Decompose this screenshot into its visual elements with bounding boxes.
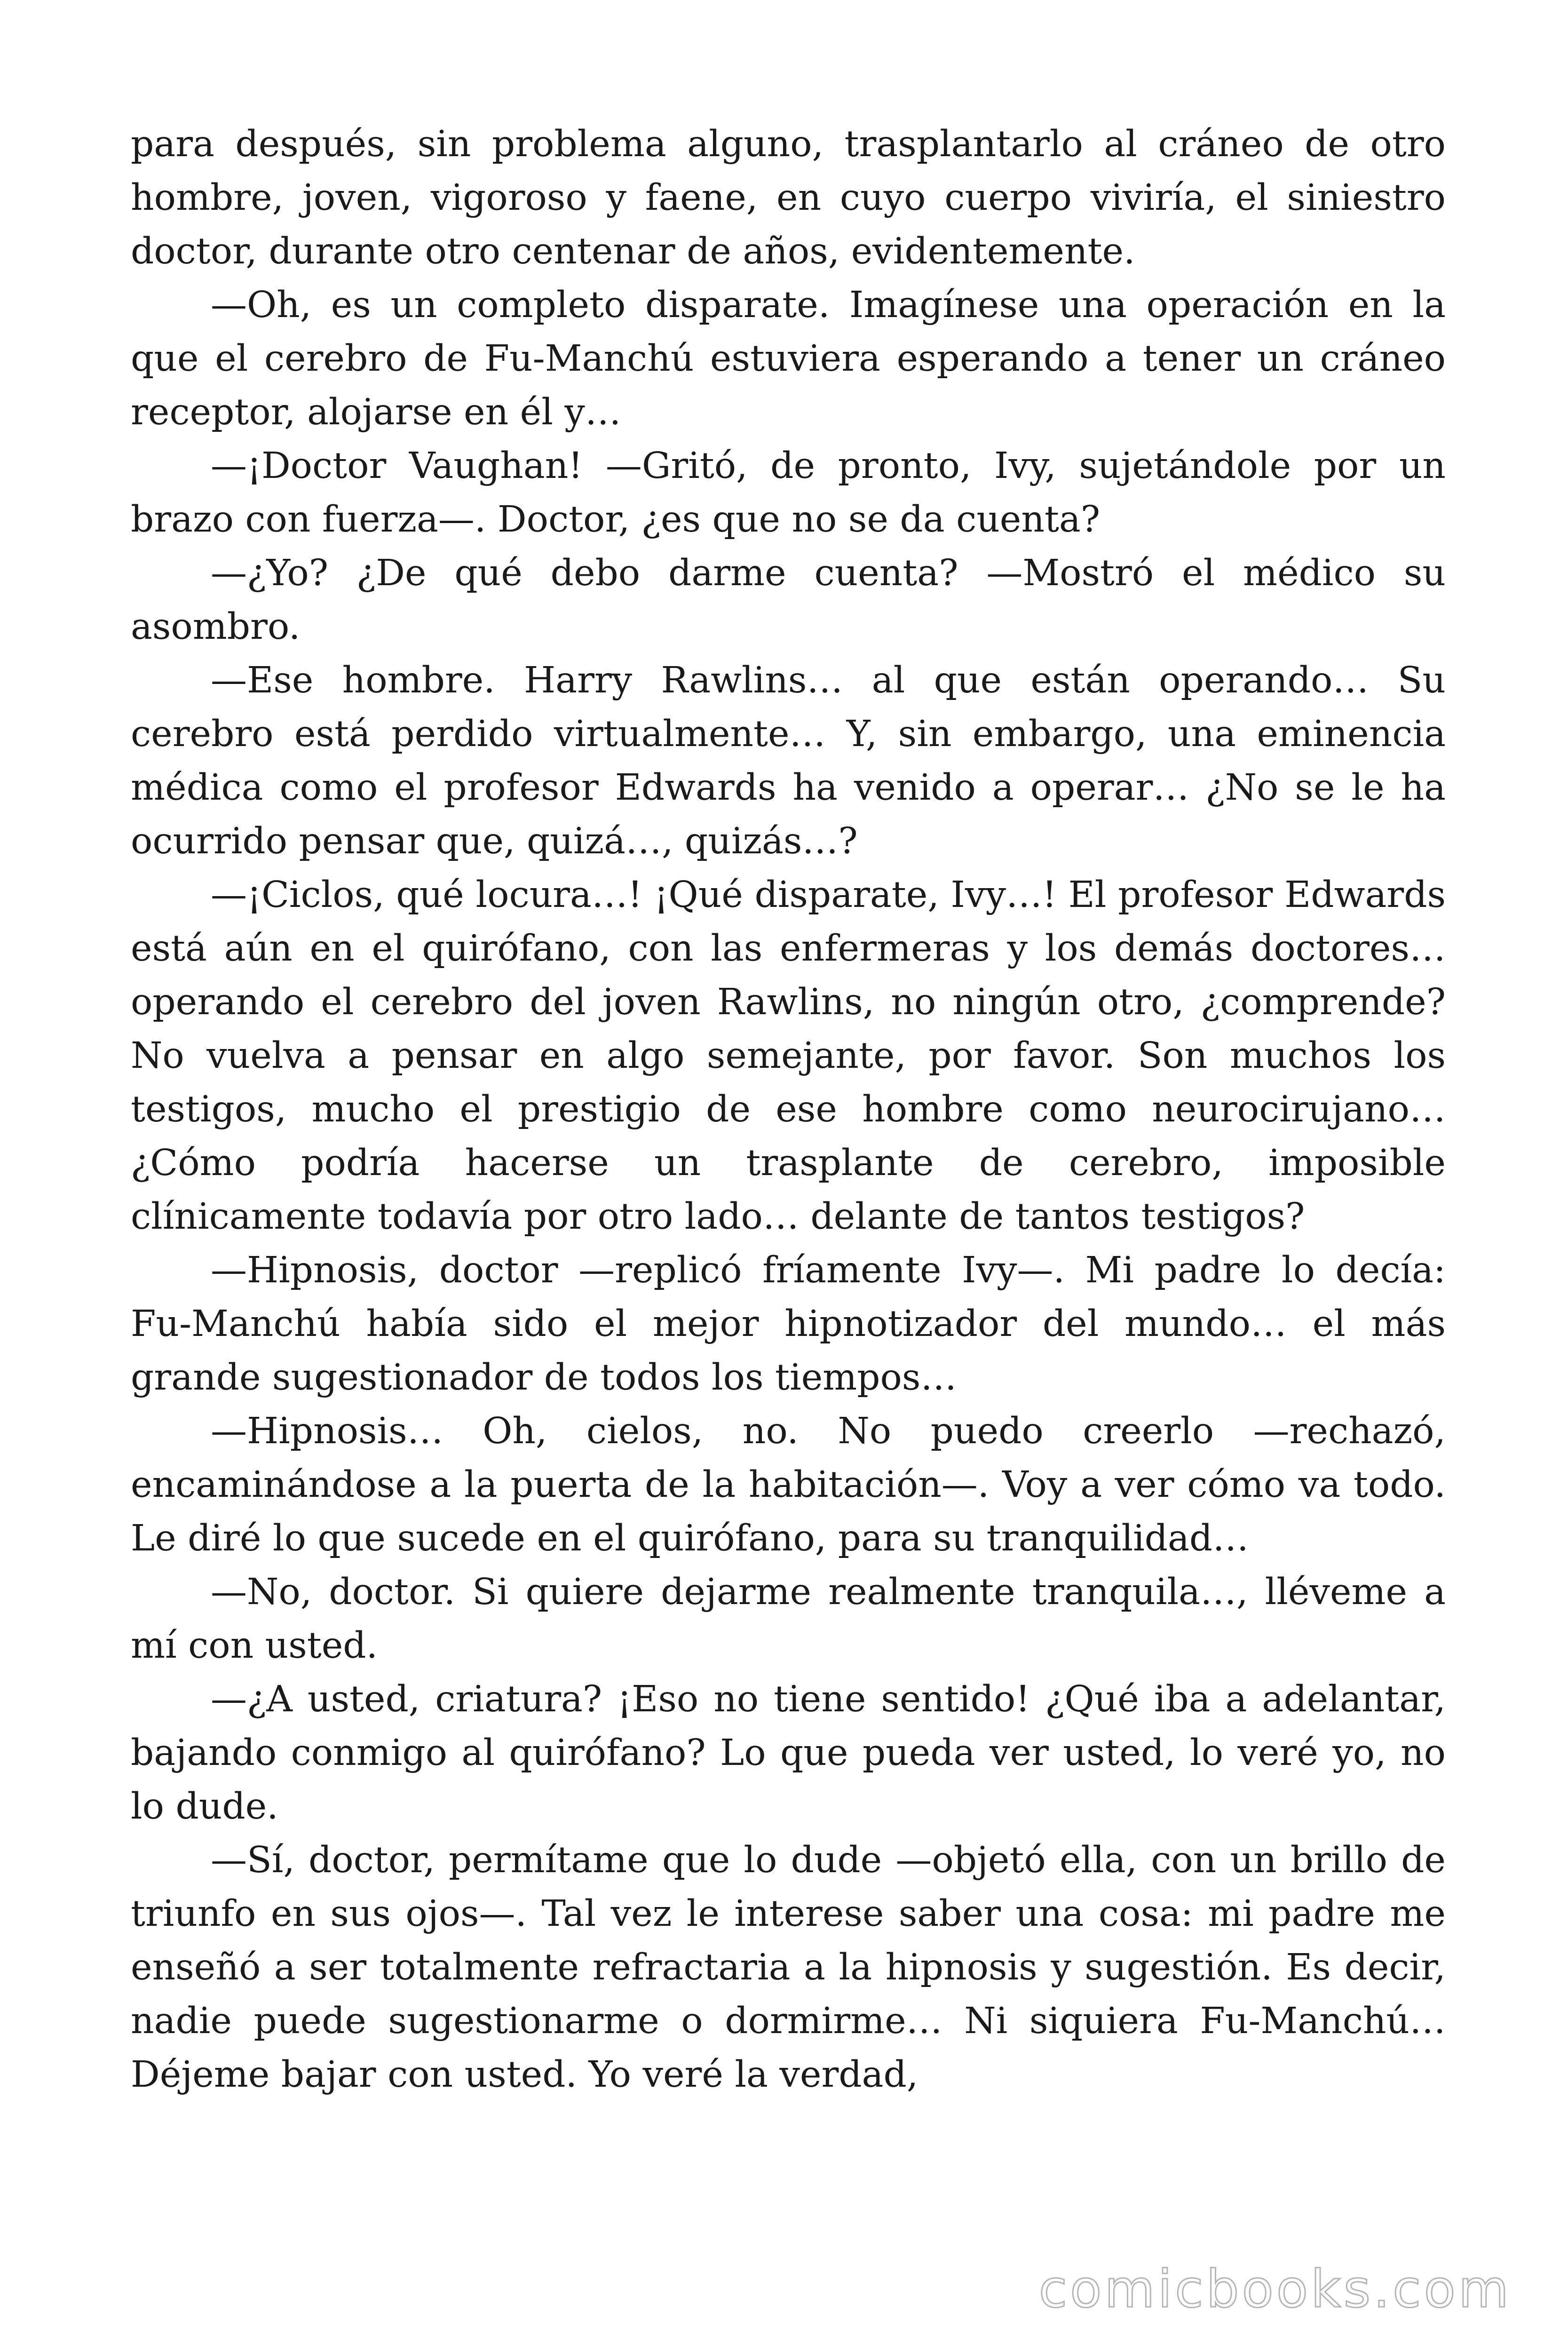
paragraph-9: —No, doctor. Si quiere dejarme realmente tranquila…, lléveme a mí con usted. xyxy=(131,1571,1446,1667)
paragraph-7: —Hipnosis, doctor —replicó fríamente Ivy—. Mi padre lo decía: Fu-Manchú había sido el mejor hipnotizador del mundo… el más grande sugestionador de todos los tiempos… xyxy=(131,1249,1446,1398)
paragraph-4: —¿Yo? ¿De qué debo darme cuenta? —Mostró el médico su asombro. xyxy=(131,552,1446,648)
watermark: comicbooks.com xyxy=(1038,2259,1512,2319)
paragraph-1: para después, sin problema alguno, trasplantarlo al cráneo de otro hombre, joven, vigoroso y faene, en cuyo cuerpo viviría, el siniestro doctor, durante otro centenar de años, evidentemente. xyxy=(131,123,1446,272)
paragraph-2: —Oh, es un completo disparate. Imagínese una operación en la que el cerebro de Fu-Manchú estuviera esperando a tener un cráneo receptor, alojarse en él y… xyxy=(131,284,1446,433)
book-page xyxy=(131,118,1446,2244)
paragraph-5: —Ese hombre. Harry Rawlins… al que están operando… Su cerebro está perdido virtualmente… Y, sin embargo, una eminencia médica como el profesor Edwards ha venido a operar… ¿No se le ha ocurrido pensar que, quizá…, quizás…? xyxy=(131,660,1446,862)
paragraph-8: —Hipnosis… Oh, cielos, no. No puedo creerlo —rechazó, encaminándose a la puerta de la habitación—. Voy a ver cómo va todo. Le diré lo que sucede en el quirófano, para su tranquilidad… xyxy=(131,1410,1446,1559)
paragraph-10: —¿A usted, criatura? ¡Eso no tiene sentido! ¿Qué iba a adelantar, bajando conmigo al quirófano? Lo que pueda ver usted, lo veré yo, no lo dude. xyxy=(131,1678,1446,1828)
paragraph-6: —¡Ciclos, qué locura…! ¡Qué disparate, Ivy…! El profesor Edwards está aún en el quirófano, con las enfermeras y los demás doctores… operando el cerebro del joven Rawlins, no ningún otro, ¿comprende? No vuelva a pensar en algo semejante, por favor. Son muchos los testigos, mucho el prestigio de ese hombre como neurocirujano… ¿Cómo podría hacerse un trasplante de cerebro, imposible clínicamente todavía por otro lado… delante de tantos testigos? xyxy=(131,874,1446,1238)
paragraph-3: —¡Doctor Vaughan! —Gritó, de pronto, Ivy, sujetándole por un brazo con fuerza—. Doctor, ¿es que no se da cuenta? xyxy=(131,445,1446,540)
paragraph-11: —Sí, doctor, permítame que lo dude —objetó ella, con un brillo de triunfo en sus ojos—. Tal vez le interese saber una cosa: mi padre me enseñó a ser totalmente refractaria a la hipnosis y sugestión. Es decir, nadie puede sugestionarme o dormirme… Ni siquiera Fu-Manchú… Déjeme bajar con usted. Yo veré la verdad, xyxy=(131,1839,1446,2096)
